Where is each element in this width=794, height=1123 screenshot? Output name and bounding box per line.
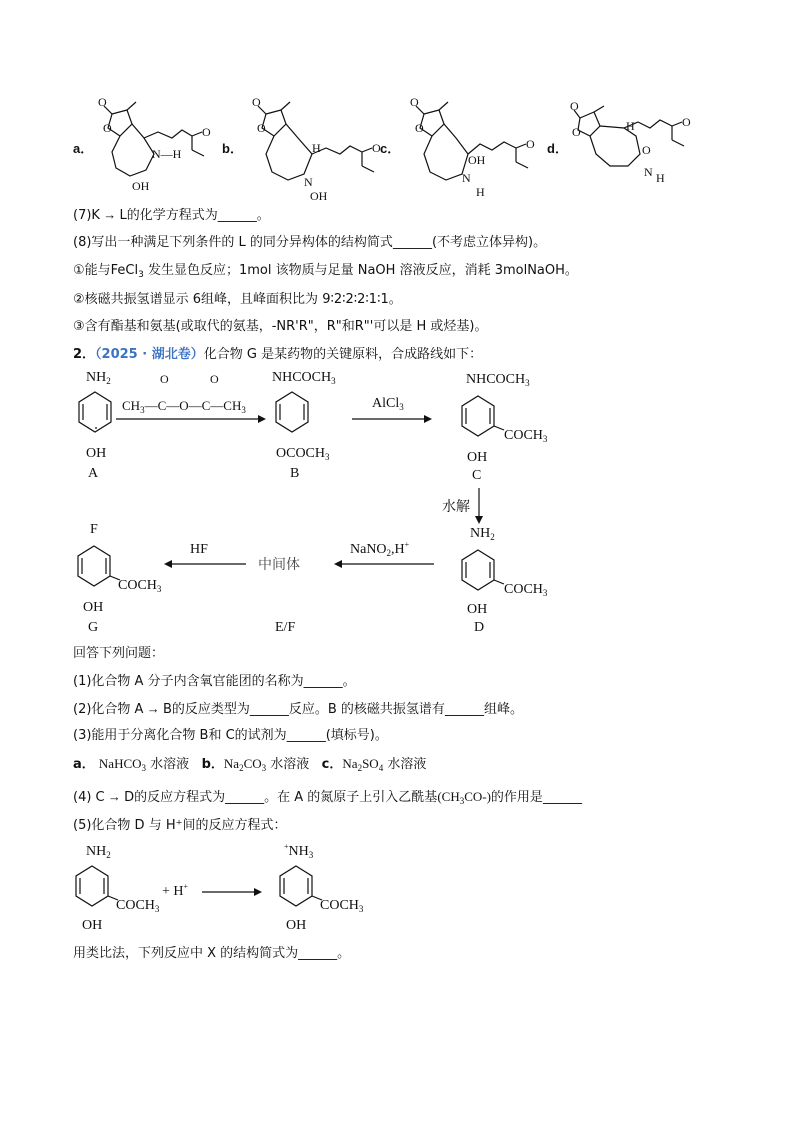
reagent-anhydride-o2: O bbox=[210, 372, 219, 386]
problem-2-heading: 2．（2025 · 湖北卷）化合物 G 是某药物的关键原料，合成路线如下： bbox=[73, 347, 483, 362]
structure-a bbox=[92, 92, 222, 202]
structure-d bbox=[566, 92, 706, 202]
svg-text:N: N bbox=[304, 175, 313, 189]
option-d-label: d． bbox=[547, 141, 568, 156]
reagent-hydrolysis: 水解 bbox=[442, 500, 470, 515]
reagent-nano2: NaNO$_2$,H+ bbox=[350, 540, 410, 558]
option-2-3-b[interactable]: b．$Na_2CO_3$ 水溶液 bbox=[201, 756, 310, 773]
D-bottom-group: OH bbox=[467, 602, 488, 617]
svg-text:O: O bbox=[682, 115, 691, 129]
D-top-group: $NH_2$ bbox=[470, 526, 495, 542]
answer-blank-2-4a[interactable]: ______ bbox=[225, 790, 265, 805]
answer-blank-2-1[interactable]: ______ bbox=[303, 674, 343, 689]
answer-blank-2-2a[interactable]: ______ bbox=[249, 702, 289, 717]
option-2-3-c[interactable]: c．$Na_2SO_4$ 水溶液 bbox=[321, 756, 427, 773]
ring-D bbox=[458, 546, 498, 596]
svg-text:O: O bbox=[415, 121, 424, 135]
source-tag: （2025 · 湖北卷） bbox=[95, 347, 204, 362]
svg-text:N: N bbox=[644, 165, 653, 179]
label-B: B bbox=[290, 466, 300, 481]
eq-right-side: $COCH_3$ bbox=[320, 898, 364, 914]
structure-c bbox=[404, 92, 554, 202]
label-D: D bbox=[474, 620, 485, 635]
G-bottom-group: OH bbox=[83, 600, 104, 615]
text-nh-a: N—H bbox=[152, 147, 182, 161]
questions-intro: 回答下列问题： bbox=[73, 646, 165, 661]
arrow-A-B bbox=[116, 414, 266, 424]
reagent-alcl3: AlCl$_3$ bbox=[372, 396, 404, 412]
ring-B bbox=[272, 388, 312, 438]
reagent-hf: HF bbox=[190, 542, 208, 557]
svg-text:O: O bbox=[572, 125, 581, 139]
eq-right-top: $^+NH_3$ bbox=[284, 842, 314, 860]
label-A: A bbox=[88, 466, 99, 481]
question-7: (7)K → L的化学方程式为______。 bbox=[73, 207, 270, 223]
eq-left-top: $NH_2$ bbox=[86, 844, 111, 860]
answer-blank-7[interactable]: ______ bbox=[217, 208, 257, 223]
text-o-a1: O bbox=[98, 95, 107, 109]
reagent-anhydride-o1: O bbox=[160, 372, 169, 386]
arrow-C-D bbox=[474, 488, 484, 524]
B-bottom-group: $OCOCH_3$ bbox=[276, 446, 330, 462]
option-a-label: a． bbox=[73, 141, 94, 156]
G-top-group: F bbox=[90, 522, 98, 537]
A-bottom-group: OH bbox=[86, 446, 107, 461]
answer-blank-last[interactable]: ______ bbox=[298, 946, 338, 961]
svg-text:OH: OH bbox=[310, 189, 328, 203]
B-top-group: $NHCOCH_3$ bbox=[272, 370, 336, 386]
arrow-eq bbox=[202, 887, 262, 897]
structure-b bbox=[246, 92, 386, 202]
question-2-3: (3)能用于分离化合物 B和 C的试剂为______(填标号)。 bbox=[73, 728, 388, 743]
answer-blank-2-4b[interactable]: ______ bbox=[542, 790, 582, 805]
question-8: (8)写出一种满足下列条件的 L 的同分异构体的结构简式______(不考虑立体异构)。 bbox=[73, 235, 547, 250]
svg-text:O: O bbox=[257, 121, 266, 135]
svg-text:H: H bbox=[476, 185, 485, 199]
question-2-5: (5)化合物 D 与 H⁺间的反应方程式： bbox=[73, 818, 287, 833]
eq-left-side: $COCH_3$ bbox=[116, 898, 160, 914]
last-question: 用类比法，下列反应中 X 的结构简式为______。 bbox=[73, 946, 351, 961]
arrow-D-EF bbox=[334, 559, 434, 569]
svg-text:H: H bbox=[312, 141, 321, 155]
label-C: C bbox=[472, 468, 482, 483]
question-2-2: (2)化合物 A → B的反应类型为______反应。B 的核磁共振氢谱有______组峰。 bbox=[73, 701, 523, 717]
answer-blank-2-2b[interactable]: ______ bbox=[444, 702, 484, 717]
ring-eq-right bbox=[276, 862, 316, 912]
C-top-group: $NHCOCH_3$ bbox=[466, 372, 530, 388]
C-side-group: $COCH_3$ bbox=[504, 428, 548, 444]
A-top-group: $NH_2$ bbox=[86, 370, 111, 386]
answer-blank-8[interactable]: ______ bbox=[392, 235, 432, 250]
question-2-3-options bbox=[73, 755, 426, 777]
option-c-label: c． bbox=[380, 141, 401, 156]
eq-plus-h: + H+ bbox=[162, 882, 189, 899]
svg-text:H: H bbox=[656, 171, 665, 185]
D-side-group: $COCH_3$ bbox=[504, 582, 548, 598]
ring-A bbox=[75, 388, 115, 438]
condition-3: ③含有酯基和氨基(或取代的氨基，-NR'R"，R"和R"'可以是 H 或烃基)。 bbox=[73, 319, 488, 334]
text-oh-a: OH bbox=[132, 179, 150, 193]
intermediate-label: 中间体 bbox=[258, 557, 300, 573]
svg-text:OH: OH bbox=[468, 153, 486, 167]
svg-text:O: O bbox=[372, 141, 381, 155]
label-G: G bbox=[88, 620, 99, 635]
ring-C bbox=[458, 392, 498, 442]
option-b-label: b． bbox=[222, 141, 243, 156]
ring-G bbox=[74, 542, 114, 592]
text-o-a3: O bbox=[202, 125, 211, 139]
reagent-anhydride: $CH_3—C—O—C—CH_3$ bbox=[122, 398, 246, 415]
text-o-a2: O bbox=[103, 121, 112, 135]
condition-2: ②核磁共振氢谱显示 6组峰，且峰面积比为 9∶2∶2∶2∶1∶1。 bbox=[73, 292, 402, 307]
question-2-4: (4) C → D的反应方程式为______。在 A 的氮原子上引入乙酰基$(CH_3CO-)$的作用是______ bbox=[73, 789, 582, 806]
eq-left-bottom: OH bbox=[82, 918, 103, 933]
svg-text:O: O bbox=[642, 143, 651, 157]
svg-text:H: H bbox=[626, 119, 635, 133]
arrow-EF-G bbox=[164, 559, 246, 569]
label-EF: E/F bbox=[275, 620, 296, 635]
option-2-3-a[interactable]: a． NaHCO$_3$ 水溶液 bbox=[73, 756, 190, 773]
svg-text:O: O bbox=[570, 99, 579, 113]
arrow-B-C bbox=[352, 414, 432, 424]
G-side-group: $COCH_3$ bbox=[118, 578, 162, 594]
svg-text:O: O bbox=[526, 137, 535, 151]
svg-text:O: O bbox=[410, 95, 419, 109]
answer-blank-2-3[interactable]: ______ bbox=[286, 728, 326, 743]
svg-text:O: O bbox=[252, 95, 261, 109]
eq-right-bottom: OH bbox=[286, 918, 307, 933]
svg-text:N: N bbox=[462, 171, 471, 185]
C-bottom-group: OH bbox=[467, 450, 488, 465]
condition-1: ①能与FeCl$_3$ 发生显色反应；1mol 该物质与足量 NaOH 溶液反应，消耗 3molNaOH。 bbox=[73, 263, 578, 280]
ring-eq-left bbox=[72, 862, 112, 912]
question-2-1: (1)化合物 A 分子内含氧官能团的名称为______。 bbox=[73, 674, 356, 689]
